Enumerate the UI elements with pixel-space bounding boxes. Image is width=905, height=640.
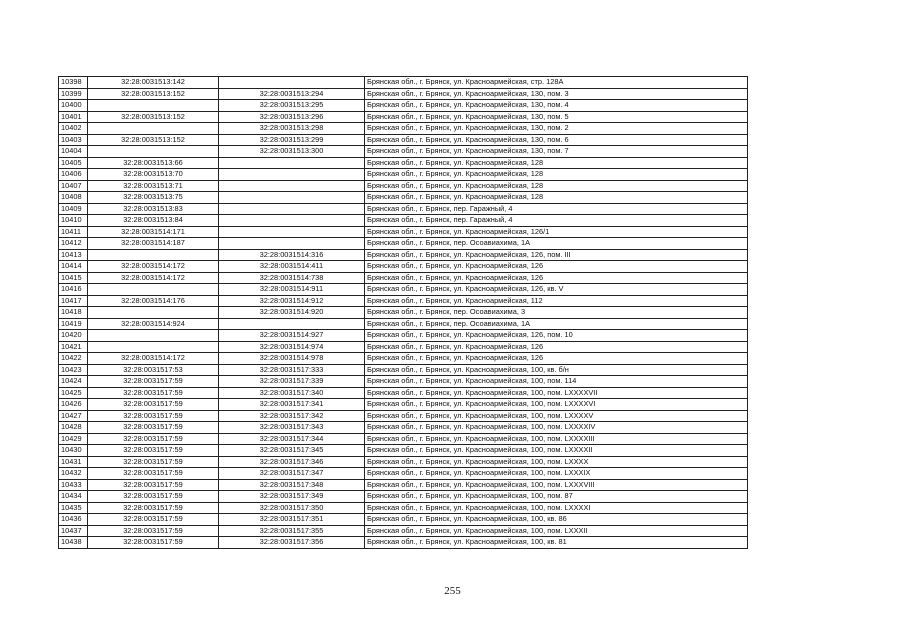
cadastral-number-cell: 32:28:0031514:920 [219,307,365,319]
table-row [59,77,748,89]
cadastral-number-cell: 32:28:0031513:300 [219,146,365,158]
row-number-cell: 10433 [59,479,88,491]
cadastral-number-cell: 32:28:0031514:912 [219,295,365,307]
table-row [59,479,748,491]
row-number-cell: 10425 [59,387,88,399]
address-cell: Брянская обл., г. Брянск, пер. Осоавиахима, 3 [365,307,748,319]
registry-table-body [59,77,748,549]
address-cell: Брянская обл., г. Брянск, ул. Красноармейская, 130, пом. 4 [365,100,748,112]
row-number-cell: 10403 [59,134,88,146]
table-row [59,134,748,146]
cadastral-number-cell: 32:28:0031517:341 [219,399,365,411]
cadastral-number-cell: 32:28:0031517:342 [219,410,365,422]
row-number-cell: 10404 [59,146,88,158]
parent-cadastral-number-cell: 32:28:0031517:59 [88,491,219,503]
row-number-cell: 10408 [59,192,88,204]
table-row [59,491,748,503]
address-cell: Брянская обл., г. Брянск, ул. Красноармейская, 130, пом. 6 [365,134,748,146]
parent-cadastral-number-cell: 32:28:0031513:84 [88,215,219,227]
cadastral-number-cell: 32:28:0031517:346 [219,456,365,468]
table-row [59,100,748,112]
parent-cadastral-number-cell: 32:28:0031514:187 [88,238,219,250]
row-number-cell: 10422 [59,353,88,365]
table-row [59,307,748,319]
row-number-cell: 10417 [59,295,88,307]
address-cell: Брянская обл., г. Брянск, ул. Красноармейская, 126, кв. V [365,284,748,296]
row-number-cell: 10415 [59,272,88,284]
table-row [59,537,748,549]
row-number-cell: 10400 [59,100,88,112]
address-cell: Брянская обл., г. Брянск, ул. Красноармейская, 126 [365,353,748,365]
row-number-cell: 10437 [59,525,88,537]
address-cell: Брянская обл., г. Брянск, ул. Красноармейская, 126 [365,272,748,284]
table-row [59,88,748,100]
table-row [59,272,748,284]
cadastral-number-cell: 32:28:0031513:296 [219,111,365,123]
table-row [59,456,748,468]
row-number-cell: 10401 [59,111,88,123]
parent-cadastral-number-cell: 32:28:0031513:75 [88,192,219,204]
table-row [59,514,748,526]
address-cell: Брянская обл., г. Брянск, ул. Красноармейская, 128 [365,180,748,192]
parent-cadastral-number-cell [88,307,219,319]
parent-cadastral-number-cell: 32:28:0031513:70 [88,169,219,181]
table-row [59,146,748,158]
table-row [59,192,748,204]
cadastral-number-cell: 32:28:0031517:347 [219,468,365,480]
cadastral-number-cell [219,318,365,330]
parent-cadastral-number-cell [88,341,219,353]
address-cell: Брянская обл., г. Брянск, ул. Красноармейская, 126 [365,341,748,353]
address-cell: Брянская обл., г. Брянск, ул. Красноармейская, 126 [365,261,748,273]
parent-cadastral-number-cell: 32:28:0031517:59 [88,445,219,457]
parent-cadastral-number-cell [88,123,219,135]
table-row [59,249,748,261]
cadastral-number-cell: 32:28:0031514:911 [219,284,365,296]
row-number-cell: 10398 [59,77,88,89]
parent-cadastral-number-cell: 32:28:0031514:172 [88,261,219,273]
row-number-cell: 10405 [59,157,88,169]
address-cell: Брянская обл., г. Брянск, ул. Красноармейская, 130, пом. 7 [365,146,748,158]
cadastral-number-cell: 32:28:0031514:316 [219,249,365,261]
address-cell: Брянская обл., г. Брянск, пер. Гаражный, 4 [365,203,748,215]
cadastral-number-cell [219,215,365,227]
parent-cadastral-number-cell: 32:28:0031517:59 [88,422,219,434]
parent-cadastral-number-cell: 32:28:0031517:59 [88,537,219,549]
address-cell: Брянская обл., г. Брянск, пер. Гаражный, 4 [365,215,748,227]
cadastral-number-cell: 32:28:0031517:344 [219,433,365,445]
row-number-cell: 10418 [59,307,88,319]
row-number-cell: 10421 [59,341,88,353]
row-number-cell: 10423 [59,364,88,376]
cadastral-number-cell: 32:28:0031513:295 [219,100,365,112]
table-row [59,433,748,445]
address-cell: Брянская обл., г. Брянск, ул. Красноармейская, 126, пом. 10 [365,330,748,342]
row-number-cell: 10438 [59,537,88,549]
parent-cadastral-number-cell [88,284,219,296]
row-number-cell: 10428 [59,422,88,434]
address-cell: Брянская обл., г. Брянск, ул. Красноармейская, 130, пом. 2 [365,123,748,135]
row-number-cell: 10436 [59,514,88,526]
row-number-cell: 10399 [59,88,88,100]
table-row [59,226,748,238]
row-number-cell: 10434 [59,491,88,503]
parent-cadastral-number-cell: 32:28:0031514:172 [88,272,219,284]
parent-cadastral-number-cell: 32:28:0031514:176 [88,295,219,307]
parent-cadastral-number-cell: 32:28:0031513:83 [88,203,219,215]
row-number-cell: 10430 [59,445,88,457]
table-row [59,353,748,365]
cadastral-number-cell: 32:28:0031517:350 [219,502,365,514]
parent-cadastral-number-cell: 32:28:0031514:924 [88,318,219,330]
address-cell: Брянская обл., г. Брянск, ул. Красноармейская, 100, кв. 86 [365,514,748,526]
parent-cadastral-number-cell: 32:28:0031517:59 [88,525,219,537]
cadastral-number-cell [219,157,365,169]
cadastral-number-cell: 32:28:0031513:294 [219,88,365,100]
row-number-cell: 10414 [59,261,88,273]
parent-cadastral-number-cell: 32:28:0031514:171 [88,226,219,238]
cadastral-number-cell: 32:28:0031517:343 [219,422,365,434]
row-number-cell: 10424 [59,376,88,388]
table-row [59,422,748,434]
table-row [59,238,748,250]
table-row [59,123,748,135]
address-cell: Брянская обл., г. Брянск, ул. Красноармейская, 100, пом. LXXXXIII [365,433,748,445]
row-number-cell: 10432 [59,468,88,480]
registry-table [58,76,748,549]
parent-cadastral-number-cell [88,330,219,342]
row-number-cell: 10435 [59,502,88,514]
table-row [59,169,748,181]
cadastral-number-cell: 32:28:0031514:978 [219,353,365,365]
table-row [59,284,748,296]
address-cell: Брянская обл., г. Брянск, ул. Красноармейская, 128 [365,192,748,204]
address-cell: Брянская обл., г. Брянск, ул. Красноармейская, 100, пом. LXXXXIV [365,422,748,434]
cadastral-number-cell: 32:28:0031517:349 [219,491,365,503]
parent-cadastral-number-cell: 32:28:0031517:59 [88,399,219,411]
parent-cadastral-number-cell: 32:28:0031517:59 [88,410,219,422]
page-number: 255 [444,585,461,597]
row-number-cell: 10429 [59,433,88,445]
parent-cadastral-number-cell [88,146,219,158]
table-row [59,410,748,422]
table-row [59,364,748,376]
table-row [59,318,748,330]
parent-cadastral-number-cell: 32:28:0031517:59 [88,376,219,388]
cadastral-number-cell: 32:28:0031514:974 [219,341,365,353]
address-cell: Брянская обл., г. Брянск, ул. Красноармейская, 100, пом. LXXXXI [365,502,748,514]
address-cell: Брянская обл., г. Брянск, ул. Красноармейская, 130, пом. 5 [365,111,748,123]
address-cell: Брянская обл., г. Брянск, ул. Красноармейская, 130, пом. 3 [365,88,748,100]
address-cell: Брянская обл., г. Брянск, ул. Красноармейская, 128 [365,169,748,181]
parent-cadastral-number-cell [88,249,219,261]
cadastral-number-cell: 32:28:0031517:348 [219,479,365,491]
row-number-cell: 10413 [59,249,88,261]
parent-cadastral-number-cell: 32:28:0031517:59 [88,479,219,491]
table-row [59,203,748,215]
cadastral-number-cell [219,180,365,192]
cadastral-number-cell: 32:28:0031517:339 [219,376,365,388]
address-cell: Брянская обл., г. Брянск, пер. Осоавиахима, 1А [365,318,748,330]
cadastral-number-cell: 32:28:0031517:333 [219,364,365,376]
table-row [59,341,748,353]
address-cell: Брянская обл., г. Брянск, ул. Красноармейская, 112 [365,295,748,307]
address-cell: Брянская обл., г. Брянск, ул. Красноармейская, 100, пом. 114 [365,376,748,388]
cadastral-number-cell: 32:28:0031514:411 [219,261,365,273]
parent-cadastral-number-cell: 32:28:0031517:59 [88,456,219,468]
address-cell: Брянская обл., г. Брянск, ул. Красноармейская, 126, пом. III [365,249,748,261]
parent-cadastral-number-cell: 32:28:0031514:172 [88,353,219,365]
address-cell: Брянская обл., г. Брянск, ул. Красноармейская, 100, пом. LXXXX [365,456,748,468]
parent-cadastral-number-cell: 32:28:0031513:66 [88,157,219,169]
row-number-cell: 10426 [59,399,88,411]
row-number-cell: 10406 [59,169,88,181]
table-row [59,376,748,388]
parent-cadastral-number-cell: 32:28:0031517:59 [88,387,219,399]
parent-cadastral-number-cell: 32:28:0031513:71 [88,180,219,192]
table-row [59,468,748,480]
table-row [59,261,748,273]
row-number-cell: 10416 [59,284,88,296]
cadastral-number-cell [219,226,365,238]
cadastral-number-cell: 32:28:0031514:927 [219,330,365,342]
cadastral-number-cell [219,77,365,89]
row-number-cell: 10402 [59,123,88,135]
parent-cadastral-number-cell [88,100,219,112]
address-cell: Брянская обл., г. Брянск, ул. Красноармейская, 100, пом. 87 [365,491,748,503]
parent-cadastral-number-cell: 32:28:0031517:59 [88,502,219,514]
parent-cadastral-number-cell: 32:28:0031517:59 [88,468,219,480]
cadastral-number-cell [219,169,365,181]
row-number-cell: 10427 [59,410,88,422]
table-row [59,525,748,537]
table-row [59,111,748,123]
row-number-cell: 10431 [59,456,88,468]
address-cell: Брянская обл., г. Брянск, ул. Красноармейская, 100, пом. LXXXIX [365,468,748,480]
cadastral-number-cell: 32:28:0031514:738 [219,272,365,284]
address-cell: Брянская обл., г. Брянск, пер. Осоавиахима, 1А [365,238,748,250]
table-row [59,215,748,227]
parent-cadastral-number-cell: 32:28:0031513:142 [88,77,219,89]
cadastral-number-cell: 32:28:0031517:356 [219,537,365,549]
address-cell: Брянская обл., г. Брянск, ул. Красноармейская, 126/1 [365,226,748,238]
row-number-cell: 10411 [59,226,88,238]
address-cell: Брянская обл., г. Брянск, ул. Красноармейская, 128 [365,157,748,169]
address-cell: Брянская обл., г. Брянск, ул. Красноармейская, 100, пом. LXXXVIII [365,479,748,491]
parent-cadastral-number-cell: 32:28:0031513:152 [88,88,219,100]
cadastral-number-cell: 32:28:0031513:299 [219,134,365,146]
cadastral-number-cell: 32:28:0031517:351 [219,514,365,526]
cadastral-number-cell: 32:28:0031513:298 [219,123,365,135]
address-cell: Брянская обл., г. Брянск, ул. Красноармейская, 100, пом. LXXXXVI [365,399,748,411]
cadastral-number-cell [219,238,365,250]
address-cell: Брянская обл., г. Брянск, ул. Красноармейская, 100, пом. LXXXXV [365,410,748,422]
parent-cadastral-number-cell: 32:28:0031513:152 [88,134,219,146]
cadastral-number-cell [219,192,365,204]
table-row [59,295,748,307]
row-number-cell: 10419 [59,318,88,330]
parent-cadastral-number-cell: 32:28:0031517:53 [88,364,219,376]
parent-cadastral-number-cell: 32:28:0031513:152 [88,111,219,123]
table-row [59,330,748,342]
address-cell: Брянская обл., г. Брянск, ул. Красноармейская, 100, кв. 81 [365,537,748,549]
address-cell: Брянская обл., г. Брянск, ул. Красноармейская, 100, кв. б/н [365,364,748,376]
table-row [59,180,748,192]
address-cell: Брянская обл., г. Брянск, ул. Красноармейская, 100, пом. LXXXXVII [365,387,748,399]
address-cell: Брянская обл., г. Брянск, ул. Красноармейская, 100, пом. LXXXII [365,525,748,537]
parent-cadastral-number-cell: 32:28:0031517:59 [88,433,219,445]
table-row [59,157,748,169]
row-number-cell: 10409 [59,203,88,215]
table-row [59,502,748,514]
cadastral-number-cell: 32:28:0031517:345 [219,445,365,457]
row-number-cell: 10410 [59,215,88,227]
cadastral-number-cell: 32:28:0031517:355 [219,525,365,537]
table-row [59,399,748,411]
cadastral-number-cell: 32:28:0031517:340 [219,387,365,399]
row-number-cell: 10420 [59,330,88,342]
cadastral-number-cell [219,203,365,215]
parent-cadastral-number-cell: 32:28:0031517:59 [88,514,219,526]
row-number-cell: 10412 [59,238,88,250]
row-number-cell: 10407 [59,180,88,192]
table-row [59,445,748,457]
table-row [59,387,748,399]
address-cell: Брянская обл., г. Брянск, ул. Красноармейская, стр. 128А [365,77,748,89]
address-cell: Брянская обл., г. Брянск, ул. Красноармейская, 100, пом. LXXXXII [365,445,748,457]
